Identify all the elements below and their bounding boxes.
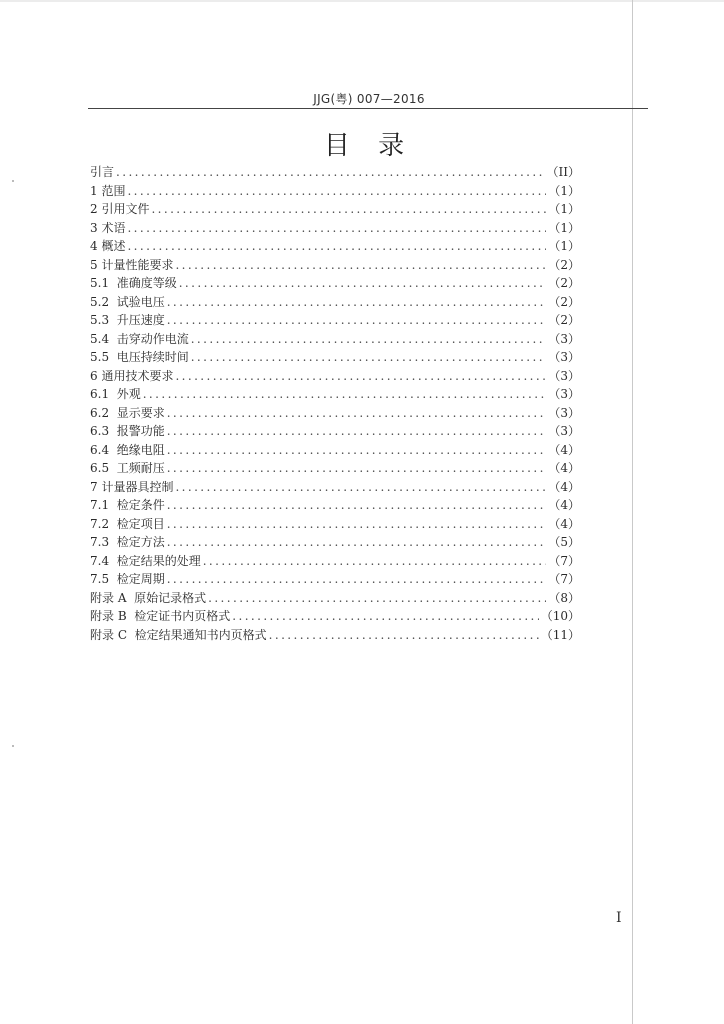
toc-leader-dots (175, 367, 546, 386)
toc-leader-dots (167, 515, 547, 534)
toc-leader-dots (167, 404, 547, 423)
page-title: 目 录 (323, 131, 415, 161)
toc-entry-title: 7.5 检定周期 (90, 572, 165, 586)
toc-entry-title: 6.5 工频耐压 (90, 461, 165, 475)
toc-entry-title: 5.5 电压持续时间 (90, 350, 189, 364)
toc-entry-title: 2 引用文件 (90, 202, 150, 216)
toc-entry-page: （3） (548, 424, 580, 438)
toc-entry-page: （1） (548, 220, 580, 235)
toc-entry-title: 7.1 检定条件 (90, 498, 165, 512)
toc-leader-dots (143, 385, 547, 404)
toc-entry-page: （3） (548, 331, 580, 346)
toc-entry[interactable] (90, 607, 580, 626)
toc-entry-page: （4） (548, 479, 580, 494)
toc-entry-page: （2） (548, 257, 580, 272)
toc-entry-page: （II） (546, 165, 580, 179)
toc-entry-title: 附录 C 检定结果通知书内页格式 (90, 627, 267, 642)
toc-entry-page: （1） (548, 202, 580, 216)
toc-entry-page: （3） (548, 387, 580, 401)
toc-entry-title: 6 通用技术要求 (90, 368, 174, 383)
toc-leader-dots (179, 274, 547, 293)
toc-leader-dots (175, 256, 546, 275)
toc-entry-page: （1） (548, 239, 580, 253)
toc-entry-page: （4） (548, 498, 580, 512)
toc-entry[interactable] (90, 552, 580, 571)
scan-edge-top (0, 0, 724, 2)
toc-entry[interactable] (90, 385, 580, 404)
toc-leader-dots (167, 293, 547, 312)
toc-entry-title: 附录 B 检定证书内页格式 (90, 609, 231, 623)
toc-entry[interactable] (90, 589, 580, 608)
toc-entry[interactable] (90, 163, 580, 182)
toc-entry-title: 4 概述 (90, 239, 126, 253)
toc-leader-dots (167, 311, 547, 330)
toc-entry[interactable] (90, 219, 580, 238)
toc-entry-title: 5.3 升压速度 (90, 313, 165, 327)
toc-entry[interactable] (90, 496, 580, 515)
toc-entry-page: （3） (548, 350, 580, 364)
scan-speck (12, 745, 14, 747)
toc-leader-dots (127, 182, 546, 201)
toc-entry-page: （4） (548, 442, 580, 457)
toc-leader-dots (167, 533, 547, 552)
toc-leader-dots (232, 607, 538, 626)
toc-entry-page: （4） (548, 516, 580, 531)
toc-entry-page: （8） (548, 590, 580, 605)
toc-entry[interactable] (90, 367, 580, 386)
toc-leader-dots (151, 200, 546, 219)
toc-entry-page: （10） (540, 609, 580, 623)
toc-entry-page: （2） (548, 313, 580, 327)
toc-entry-title: 5.1 准确度等级 (90, 276, 177, 290)
toc-entry[interactable] (90, 459, 580, 478)
toc-entry[interactable] (90, 348, 580, 367)
toc-leader-dots (116, 163, 545, 182)
toc-entry-title: 3 术语 (90, 220, 126, 235)
toc-entry-page: （3） (548, 405, 580, 420)
toc-entry-title: 6.4 绝缘电阻 (90, 442, 165, 457)
toc-leader-dots (191, 348, 547, 367)
standard-code-header: JJG(粤) 007—2016 (313, 92, 425, 106)
scan-speck (12, 180, 14, 182)
toc-entry[interactable] (90, 293, 580, 312)
toc-leader-dots (208, 589, 546, 608)
toc-entry[interactable] (90, 311, 580, 330)
toc-leader-dots (203, 552, 547, 571)
toc-entry-title: 附录 A 原始记录格式 (90, 590, 207, 605)
toc-entry-title: 5 计量性能要求 (90, 257, 174, 272)
toc-leader-dots (127, 237, 546, 256)
toc-entry-page: （11） (540, 627, 580, 642)
toc-leader-dots (167, 459, 547, 478)
toc-leader-dots (175, 478, 546, 497)
toc-entry-page: （2） (548, 294, 580, 309)
toc-entry-title: 5.2 试验电压 (90, 294, 165, 309)
toc-entry-title: 引言 (90, 165, 115, 179)
toc-entry[interactable] (90, 237, 580, 256)
toc-entry[interactable] (90, 478, 580, 497)
toc-entry-title: 7.2 检定项目 (90, 516, 165, 531)
toc-entry-title: 6.3 报警功能 (90, 424, 165, 438)
toc-entry[interactable] (90, 330, 580, 349)
toc-entry[interactable] (90, 570, 580, 589)
toc-leader-dots (167, 496, 547, 515)
table-of-contents (90, 163, 580, 644)
toc-entry[interactable] (90, 274, 580, 293)
toc-entry-page: （2） (548, 276, 580, 290)
toc-entry-title: 7.3 检定方法 (90, 535, 165, 549)
toc-entry-title: 1 范围 (90, 183, 126, 198)
toc-entry-title: 7 计量器具控制 (90, 479, 174, 494)
toc-entry-page: （3） (548, 368, 580, 383)
toc-entry[interactable] (90, 441, 580, 460)
toc-entry[interactable] (90, 200, 580, 219)
toc-entry[interactable] (90, 182, 580, 201)
toc-leader-dots (167, 570, 547, 589)
toc-entry-title: 6.1 外观 (90, 387, 141, 401)
toc-leader-dots (127, 219, 546, 238)
toc-entry-title: 6.2 显示要求 (90, 405, 165, 420)
toc-leader-dots (167, 422, 547, 441)
toc-entry[interactable] (90, 533, 580, 552)
toc-leader-dots (167, 441, 547, 460)
toc-entry-page: （5） (548, 535, 580, 549)
toc-leader-dots (191, 330, 547, 349)
toc-leader-dots (269, 626, 539, 645)
toc-entry[interactable] (90, 515, 580, 534)
toc-entry-page: （7） (548, 572, 580, 586)
page-number: I (616, 910, 622, 926)
toc-entry-page: （4） (548, 461, 580, 475)
toc-entry[interactable] (90, 626, 580, 645)
header-rule (88, 108, 648, 109)
toc-entry[interactable] (90, 422, 580, 441)
toc-entry-title: 7.4 检定结果的处理 (90, 553, 201, 568)
toc-entry-page: （1） (548, 183, 580, 198)
toc-entry-page: （7） (548, 553, 580, 568)
toc-entry[interactable] (90, 256, 580, 275)
toc-entry-title: 5.4 击穿动作电流 (90, 331, 189, 346)
toc-entry[interactable] (90, 404, 580, 423)
